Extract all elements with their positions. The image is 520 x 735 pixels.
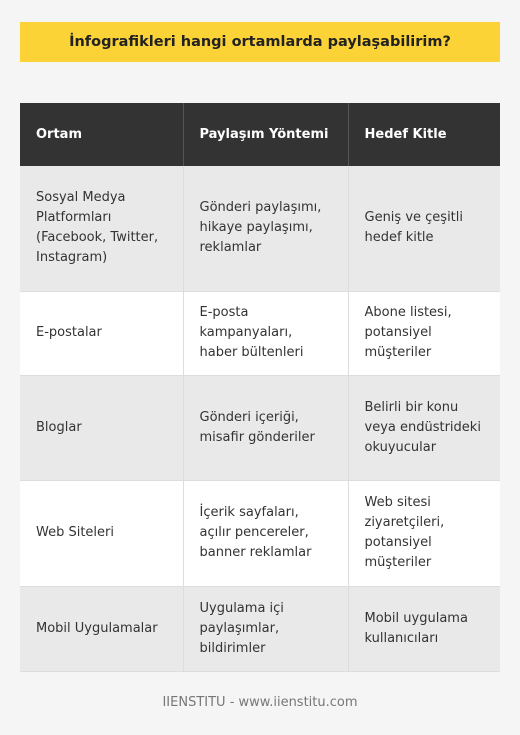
cell-ortam: Sosyal Medya Platformları (Facebook, Twitter, Instagram) [20, 166, 183, 291]
cell-yontem: Gönderi paylaşımı, hikaye paylaşımı, reklamlar [183, 166, 348, 291]
table-row [20, 375, 500, 480]
cell-ortam: Mobil Uygulamalar [20, 586, 183, 671]
cell-kitle: Belirli bir konu veya endüstrideki okuyucular [348, 375, 500, 480]
table-row [20, 586, 500, 671]
cell-ortam: E-postalar [20, 291, 183, 375]
cell-kitle: Web sitesi ziyaretçileri, potansiyel müşteriler [348, 480, 500, 586]
table-row [20, 291, 500, 375]
cell-ortam: Web Siteleri [20, 480, 183, 586]
cell-yontem: İçerik sayfaları, açılır pencereler, banner reklamlar [183, 480, 348, 586]
cell-yontem: Gönderi içeriği, misafir gönderiler [183, 375, 348, 480]
header-ortam: Ortam [20, 103, 183, 166]
page-title: İnfografikleri hangi ortamlarda paylaşabilirim? [20, 22, 500, 62]
header-hedef-kitle: Hedef Kitle [348, 103, 500, 166]
cell-kitle: Abone listesi, potansiyel müşteriler [348, 291, 500, 375]
cell-yontem: Uygulama içi paylaşımlar, bildirimler [183, 586, 348, 671]
header-paylasim-yontemi: Paylaşım Yöntemi [183, 103, 348, 166]
media-table [20, 103, 500, 672]
table-row [20, 480, 500, 586]
cell-kitle: Geniş ve çeşitli hedef kitle [348, 166, 500, 291]
cell-ortam: Bloglar [20, 375, 183, 480]
footer-credit: IIENSTITU - www.iienstitu.com [162, 695, 358, 710]
cell-kitle: Mobil uygulama kullanıcıları [348, 586, 500, 671]
cell-yontem: E-posta kampanyaları, haber bültenleri [183, 291, 348, 375]
table-header-row [20, 103, 500, 166]
table-row [20, 166, 500, 291]
